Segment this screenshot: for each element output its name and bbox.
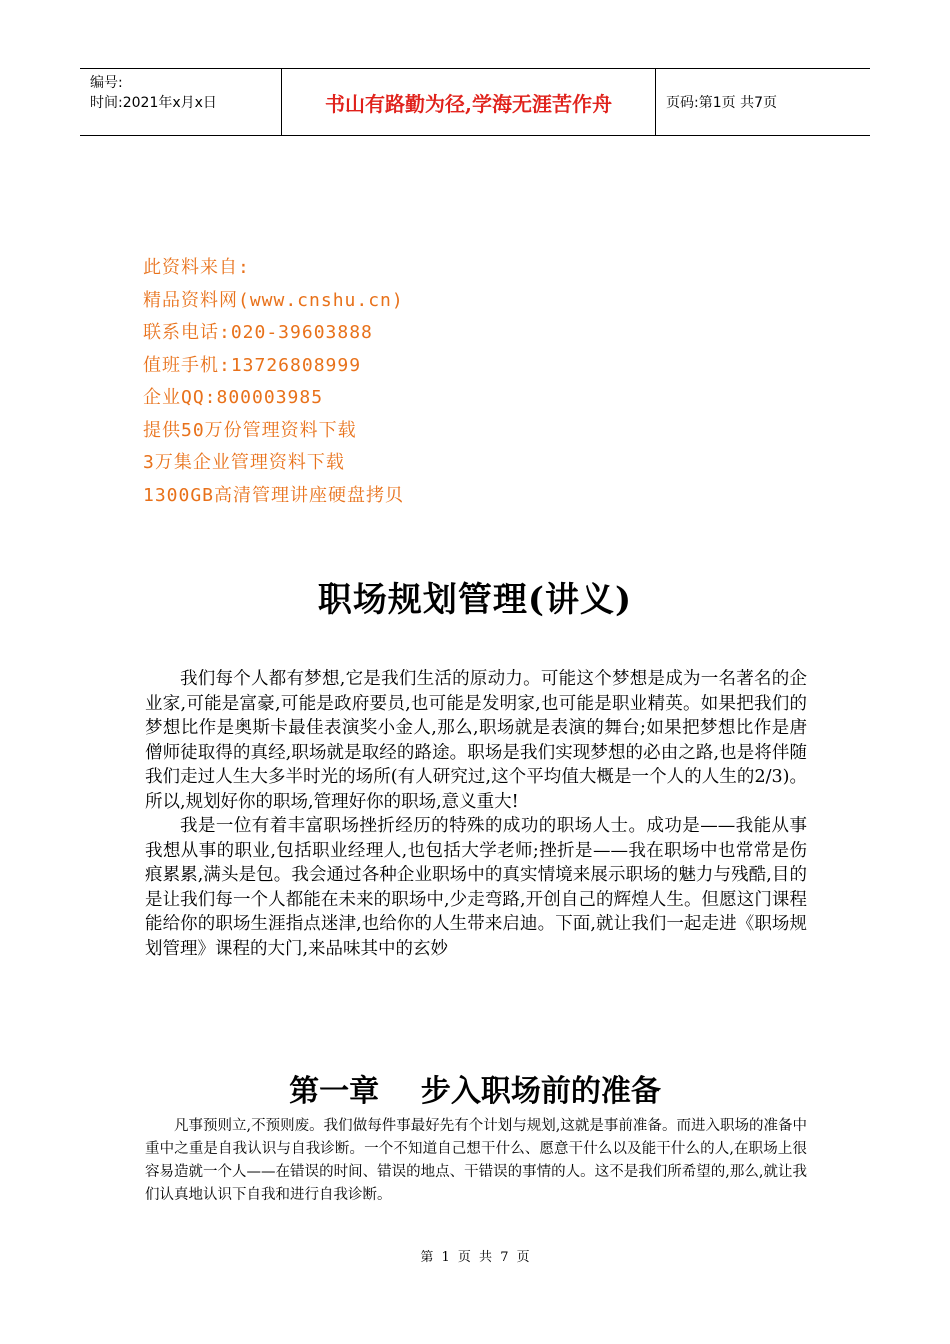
source-line: 1300GB高清管理讲座硬盘拷贝 bbox=[143, 484, 405, 506]
page-header bbox=[80, 68, 870, 136]
header-motto: 书山有路勤为径,学海无涯苦作舟 bbox=[282, 69, 656, 135]
chapter-body bbox=[145, 1115, 807, 1207]
source-line: 企业QQ:800003985 bbox=[143, 387, 324, 408]
intro-paragraph: 我是一位有着丰富职场挫折经历的特殊的成功的职场人士。成功是——我能从事我想从事的职业,包括职业经理人,也包括大学老师;挫折是——我在职场中也常常是伤痕累累,满头是包。我会通过各种企业职场中的真实情境来展示职场的魅力与残酷,目的是让我们每一个人都能在未来的职场中,少走弯路,开创自己的辉煌人生。但愿这门课程能给你的职场生涯指点迷津,也给你的人生带来启迪。下面,就让我们一起走进《职场规划管理》课程的大门,来品味其中的玄妙 bbox=[145, 816, 807, 959]
source-line: 值班手机:13726808999 bbox=[143, 354, 362, 376]
intro-paragraph: 我们每个人都有梦想,它是我们生活的原动力。可能这个梦想是成为一名著名的企业家,可能是富豪,可能是政府要员,也可能是发明家,也可能是职业精英。如果把我们的梦想比作是奥斯卡最佳表演奖小金人,那么,职场就是表演的舞台;如果把梦想比作是唐僧师徒取得的真经,职场就是取经的路途。职场是我们实现梦想的必由之路,也是将伴随我们走过人生大多半时光的场所(有人研究过,这个平均值大概是一个人的人生的2/3)。所以,规划好你的职场,管理好你的职场,意义重大! bbox=[145, 669, 807, 812]
header-page-label: 页码:第1页 共7页 bbox=[666, 95, 777, 111]
page-footer: 第 1 页 共 7 页 bbox=[420, 1250, 530, 1265]
date-label: 时间:2021年x月x日 bbox=[90, 95, 217, 111]
source-line: 提供50万份管理资料下载 bbox=[143, 419, 357, 441]
intro-section bbox=[145, 667, 807, 961]
chapter-paragraph: 凡事预则立,不预则废。我们做每件事最好先有个计划与规划,这就是事前准备。而进入职场的准备中重中之重是自我认识与自我诊断。一个不知道自己想干什么、愿意干什么以及能干什么的人,在职场上很容易造就一个人——在错误的时间、错误的地点、干错误的事情的人。这不是我们所希望的,那么,就让我们认真地认识下自我和进行自我诊断。 bbox=[145, 1118, 807, 1203]
chapter-heading: 第一章 步入职场前的准备 bbox=[289, 1074, 661, 1109]
source-line: 联系电话:020-39603888 bbox=[143, 322, 373, 343]
header-info-cell bbox=[80, 69, 282, 135]
source-line: 3万集企业管理资料下载 bbox=[143, 452, 345, 473]
source-line: 精品资料网(www.cnshu.cn) bbox=[143, 289, 404, 311]
number-label: 编号: bbox=[90, 75, 123, 91]
document-title: 职场规划管理(讲义) bbox=[317, 580, 633, 620]
source-line: 此资料来自: bbox=[143, 257, 250, 278]
source-info-block bbox=[143, 252, 404, 512]
